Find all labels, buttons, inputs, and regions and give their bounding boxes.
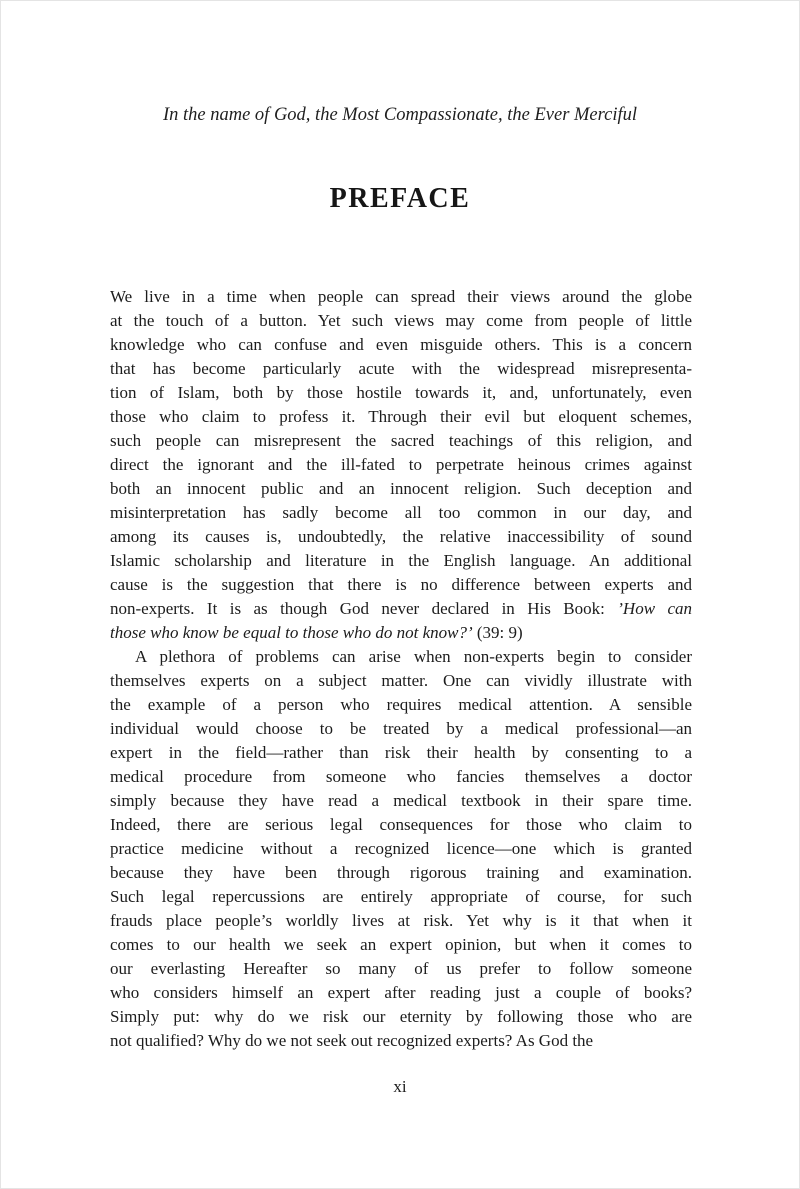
text-line xyxy=(110,693,692,717)
body-line-text: our everlasting Hereafter so many of us prefer to follow someone xyxy=(110,959,692,978)
body-line-text: knowledge who can confuse and even misguide others. This is a concern xyxy=(110,335,692,354)
text-line xyxy=(110,789,692,813)
body-line-text: cause is the suggestion that there is no difference between experts and xyxy=(110,575,692,594)
text-line xyxy=(110,717,692,741)
body-line-text: A plethora of problems can arise when non-experts begin to consider xyxy=(135,647,692,666)
text-line xyxy=(110,813,692,837)
body-line-text: because they have been through rigorous training and examination. xyxy=(110,863,692,882)
paragraph xyxy=(110,285,692,645)
body-line-text: frauds place people’s worldly lives at risk. Yet why is it that when it xyxy=(110,911,692,930)
text-line xyxy=(110,549,692,573)
text-line xyxy=(110,1005,692,1029)
body-line-text: such people can misrepresent the sacred teachings of this religion, and xyxy=(110,431,692,450)
text-line xyxy=(110,573,692,597)
body-line-text: non-experts. It is as though God never declared in His Book: xyxy=(110,599,618,618)
body-line-text: not qualified? Why do we not seek out recognized experts? As God the xyxy=(110,1031,594,1050)
text-line xyxy=(110,405,692,429)
page-number: xi xyxy=(393,1077,407,1096)
text-line xyxy=(110,909,692,933)
body-line-text: direct the ignorant and the ill-fated to perpetrate heinous crimes against xyxy=(110,455,692,474)
body-line-text: individual would choose to be treated by a medical professional—an xyxy=(110,719,692,738)
text-line xyxy=(110,453,692,477)
body-line-text: expert in the field—rather than risk their health by consenting to a xyxy=(110,743,692,762)
body-line-text: Simply put: why do we risk our eternity by following those who are xyxy=(110,1007,692,1026)
body-line-text: themselves experts on a subject matter. One can vividly illustrate with xyxy=(110,671,692,690)
quote-italic-text: ’How can xyxy=(617,599,692,618)
text-line xyxy=(110,765,692,789)
body-line-text: Islamic scholarship and literature in the English language. An additional xyxy=(110,551,692,570)
text-line xyxy=(110,837,692,861)
body-line-text: at the touch of a button. Yet such views may come from people of little xyxy=(110,311,692,330)
body-line-text: the example of a person who requires medical attention. A sensible xyxy=(110,695,692,714)
epigraph: In the name of God, the Most Compassionate, the Ever Merciful xyxy=(162,105,638,125)
text-line xyxy=(110,885,692,909)
body-line-text: We live in a time when people can spread their views around the globe xyxy=(110,287,692,306)
text-line xyxy=(110,357,692,381)
text-line xyxy=(110,957,692,981)
body-line-text: among its causes is, undoubtedly, the relative inaccessibility of sound xyxy=(110,527,692,546)
quote-italic-text: those who know be equal to those who do not know?’ xyxy=(110,623,473,642)
body-line-text: who considers himself an expert after reading just a couple of books? xyxy=(110,983,692,1002)
text-line xyxy=(110,621,692,645)
body-line-text: that has become particularly acute with the widespread misrepresenta- xyxy=(110,359,692,378)
body-line-text: medical procedure from someone who fancies themselves a doctor xyxy=(110,767,692,786)
paragraph xyxy=(110,645,692,1053)
text-line xyxy=(110,933,692,957)
body-line-text: those who claim to profess it. Through their evil but eloquent schemes, xyxy=(110,407,692,426)
text-line xyxy=(110,861,692,885)
text-line xyxy=(110,501,692,525)
body-line-text: Indeed, there are serious legal consequences for those who claim to xyxy=(110,815,692,834)
body-line-text: comes to our health we seek an expert opinion, but when it comes to xyxy=(110,935,692,954)
text-line xyxy=(110,333,692,357)
body-text xyxy=(110,285,692,1053)
body-line-text: practice medicine without a recognized licence—one which is granted xyxy=(110,839,692,858)
text-line xyxy=(110,309,692,333)
text-line xyxy=(110,477,692,501)
text-line xyxy=(110,381,692,405)
body-line-text: both an innocent public and an innocent religion. Such deception and xyxy=(110,479,692,498)
text-line xyxy=(110,285,692,309)
text-line xyxy=(110,741,692,765)
body-line-text: simply because they have read a medical textbook in their spare time. xyxy=(110,791,692,810)
body-line-text: (39: 9) xyxy=(472,623,523,642)
text-line xyxy=(110,669,692,693)
text-line xyxy=(110,597,692,621)
body-line-text: tion of Islam, both by those hostile towards it, and, unfortunately, even xyxy=(110,383,692,402)
text-line xyxy=(110,525,692,549)
text-line xyxy=(110,981,692,1005)
body-line-text: Such legal repercussions are entirely appropriate of course, for such xyxy=(110,887,692,906)
text-line xyxy=(110,645,692,669)
page-title: PREFACE xyxy=(329,183,471,214)
text-line xyxy=(110,429,692,453)
text-line xyxy=(110,1029,692,1053)
body-line-text: misinterpretation has sadly become all too common in our day, and xyxy=(110,503,692,522)
